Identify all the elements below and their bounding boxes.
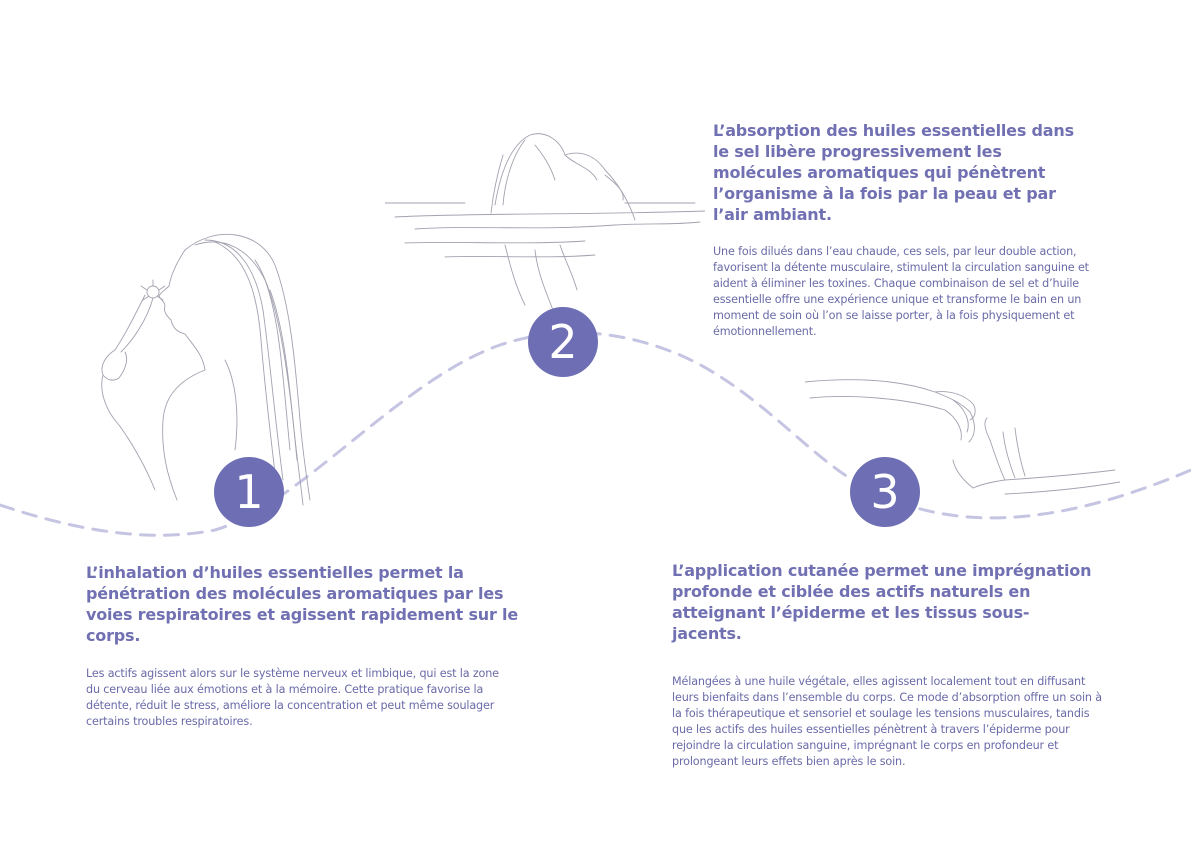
step-2-number-badge: 2 xyxy=(528,307,598,377)
woman-smelling-flower-sketch xyxy=(85,220,325,510)
step-3-text-block xyxy=(672,560,1102,770)
step-1-text-block xyxy=(86,562,546,730)
step-1-body: Les actifs agissent alors sur le système nerveux et limbique, qui est la zone du cerveau liée aux émotions et à la mémoire. Cette pratique favorise la détente, réduit le stress, améliore la concentration et peut même soulager certains troubles respiratoires. xyxy=(86,667,499,728)
face-floating-in-water-sketch xyxy=(385,125,705,325)
step-1-number-badge: 1 xyxy=(214,457,284,527)
step-3-body: Mélangées à une huile végétale, elles agissent localement tout en diffusant leurs bienfaits dans l’ensemble du corps. Ce mode d’absorption offre un soin à la fois thérapeutique et sensoriel et soulage les tensions musculaires, tandis que les actifs des huiles essentielles pénètrent à travers l’épiderme pour rejoindre la circulation sanguine, imprégnant le corps en profondeur et prolongeant leurs effets bien après le soin. xyxy=(672,675,1102,768)
step-3-number-badge: 3 xyxy=(850,457,920,527)
step-2-body: Une fois dilués dans l’eau chaude, ces sels, par leur double action, favorisent la détente musculaire, stimulent la circulation sanguine et aident à éliminer les toxines. Chaque combinaison de sel et d’huile essentielle offre une expérience unique et transforme le bain en un moment de soin où l’on se laisse porter, à la fois physiquement et émotionnellement. xyxy=(713,245,1089,338)
step-3-heading: L’application cutanée permet une imprégnation profonde et ciblée des actifs naturels en atteignant l’épiderme et les tissus sous-jacents. xyxy=(672,561,1092,643)
step-1-heading: L’inhalation d’huiles essentielles permet la pénétration des molécules aromatiques par les voies respiratoires et agissent rapidement sur le corps. xyxy=(86,563,518,645)
step-2-text-block xyxy=(713,120,1093,340)
step-2-heading: L’absorption des huiles essentielles dans le sel libère progressivement les molécules aromatiques qui pénètrent l’organisme à la fois par la peau et par l’air ambiant. xyxy=(713,121,1074,224)
